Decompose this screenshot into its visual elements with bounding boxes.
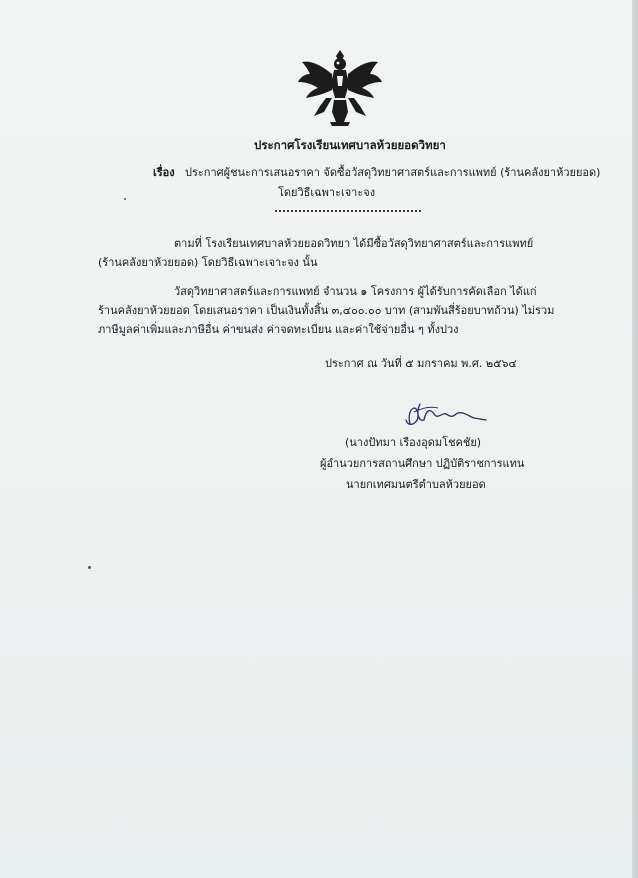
signer-title: ผู้อำนวยการสถานศึกษา ปฏิบัติราชการแทน [320, 457, 525, 470]
paragraph-2-line-1: วัสดุวิทยาศาสตร์และการแพทย์ จำนวน ๑ โครงการ ผู้ได้รับการคัดเลือก ได้แก่ [174, 285, 537, 298]
handwritten-signature [396, 398, 488, 432]
dotted-divider [275, 210, 421, 212]
page-edge [632, 0, 638, 878]
subject-label: เรื่อง [153, 166, 175, 179]
paragraph-1-line-1: ตามที่ โรงเรียนเทศบาลห้วยยอดวิทยา ได้มีซื้อวัสดุวิทยาศาสตร์และการแพทย์ [174, 237, 534, 250]
announcement-date: ประกาศ ณ วันที่ ๕ มกราคม พ.ศ. ๒๕๖๔ [325, 357, 517, 370]
document-title: ประกาศโรงเรียนเทศบาลห้วยยอดวิทยา [254, 138, 446, 152]
subject-text: ประกาศผู้ชนะการเสนอราคา จัดซื้อวัสดุวิทยาศาสตร์และการแพทย์ (ร้านคลังยาห้วยยอด) [185, 166, 601, 179]
garuda-emblem-icon [296, 44, 384, 128]
paragraph-2-line-2: ร้านคลังยาห้วยยอด โดยเสนอราคา เป็นเงินทั้งสิ้น ๓,๔๐๐.๐๐ บาท (สามพันสี่ร้อยบาทถ้วน) ไม่รวม [98, 304, 555, 317]
paragraph-1-line-2: (ร้านคลังยาห้วยยอด) โดยวิธีเฉพาะเจาะจง นั้น [98, 256, 318, 269]
scan-speck [124, 198, 126, 200]
paragraph-2-line-3: ภาษีมูลค่าเพิ่มและภาษีอื่น ค่าขนส่ง ค่าจดทะเบียน และค่าใช้จ่ายอื่น ๆ ทั้งปวง [98, 323, 459, 336]
signer-name: (นางปัทมา เรืองอุดมโชคชัย) [345, 436, 482, 449]
subject-method: โดยวิธีเฉพาะเจาะจง [278, 186, 376, 199]
signer-acting-for: นายกเทศมนตรีตำบลห้วยยอด [346, 478, 486, 491]
scan-speck [88, 566, 91, 569]
